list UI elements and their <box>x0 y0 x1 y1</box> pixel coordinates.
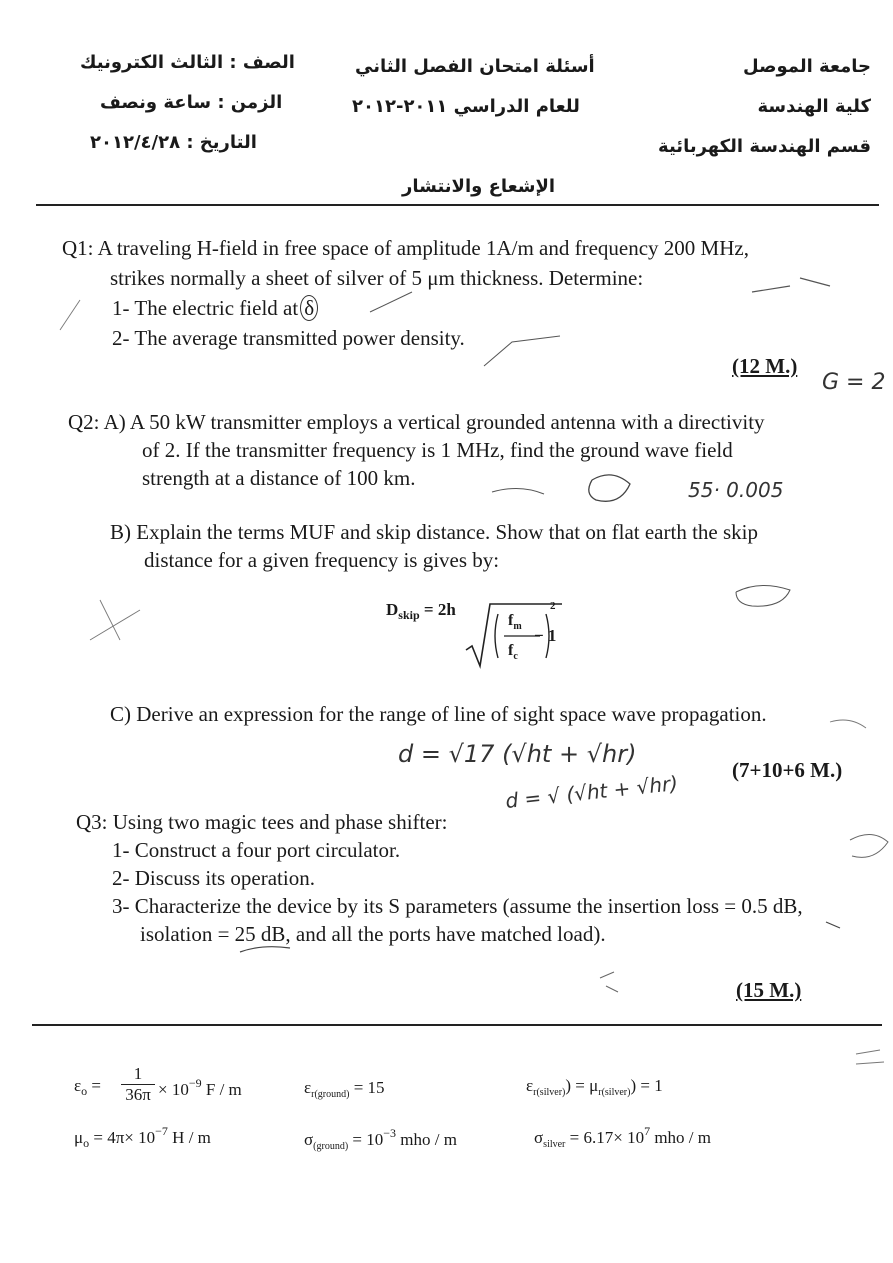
subject-title: الإشعاع والانتشار <box>402 176 556 197</box>
q3-item-1: 1- Construct a four port circulator. <box>112 838 401 862</box>
formula-denominator: $f_c$ <box>508 642 518 662</box>
handwritten-range-formula-2: d = √ (√ht + √hr) <box>504 771 680 813</box>
q2-b-line-2: distance for a given frequency is gives by: <box>144 548 500 572</box>
eps0-rest: × $10^{-9}$ F / m <box>158 1076 242 1099</box>
formula-lhs-sub: skip <box>398 608 420 622</box>
handwritten-range-formula-1: d = √17 (√ht + √hr) <box>398 740 637 768</box>
academic-year: للعام الدراسي ٢٠١١-٢٠١٢ <box>352 96 580 117</box>
duration-label: الزمن : ساعة ونصف <box>100 92 283 113</box>
q2-a-line-3: strength at a distance of 100 km. <box>142 466 416 490</box>
delta-symbol: δ <box>300 295 318 321</box>
q3-line-1: Q3: Using two magic tees and phase shifter: <box>76 810 448 834</box>
class-label: الصف : الثالث الكترونيك <box>80 52 295 73</box>
formula-minus-one: − 1 <box>534 626 557 645</box>
q3-item-2: 2- Discuss its operation. <box>112 866 315 890</box>
q3-marks: (15 M.) <box>736 978 802 1002</box>
const-epsr-ground: $\varepsilon_{r(ground)} = 15$ <box>304 1078 385 1100</box>
q1-line-1: Q1: A traveling H-field in free space of amplitude 1A/m and frequency 200 MHz, <box>62 236 749 260</box>
department-name: قسم الهندسة الكهربائية <box>658 136 871 157</box>
q1-item-1-text: 1- The electric field at <box>112 296 299 320</box>
q2-a-line-2: of 2. If the transmitter frequency is 1 MHz, find the ground wave field <box>142 438 733 462</box>
university-name: جامعة الموصل <box>743 56 871 77</box>
const-silver-eps-mu: $\varepsilon_{r(silver)}) = \mu_{r(silver)}) = 1$ <box>526 1076 663 1098</box>
eps0-fraction: 1 36π <box>121 1064 155 1105</box>
formula-numerator: $f_m$ <box>508 612 522 632</box>
q2-b-line-1: B) Explain the terms MUF and skip distance. Show that on flat earth the skip <box>110 520 758 544</box>
q2-c-line: C) Derive an expression for the range of line of sight space wave propagation. <box>110 702 767 726</box>
formula-exponent: 2 <box>550 600 556 612</box>
handwritten-numbers-note: 55· 0.005 <box>688 478 784 502</box>
q3-item-3-line-1: 3- Characterize the device by its S parameters (assume the insertion loss = 0.5 dB, <box>112 894 803 918</box>
formula-lhs: D <box>386 600 399 619</box>
const-eps0: $\varepsilon_o$ = <box>74 1076 101 1098</box>
q1-line-2: strikes normally a sheet of silver of 5 μm thickness. Determine: <box>110 266 644 290</box>
q3-item-3-line-2: isolation = 25 dB, and all the ports have matched load). <box>140 922 606 946</box>
q1-item-2: 2- The average transmitted power density. <box>112 326 465 350</box>
exam-title: أسئلة امتحان الفصل الثاني <box>355 56 595 77</box>
const-sigma-silver: $\sigma_{silver} = 6.17\times 10^7$ mho / m <box>534 1124 711 1150</box>
const-mu0: $\mu_o = 4\pi\times 10^{-7}$ H / m <box>74 1124 211 1150</box>
formula-eq: = 2h <box>423 600 456 619</box>
const-sigma-ground: $\sigma_{(ground)} = 10^{-3}$ mho / m <box>304 1126 457 1152</box>
handwritten-g-note: G = 2 <box>822 370 886 395</box>
q2-marks: (7+10+6 M.) <box>732 758 843 782</box>
college-name: كلية الهندسة <box>757 96 871 117</box>
date-label: التاريخ : ٢٠١٢/٤/٢٨ <box>90 132 257 153</box>
q2-a-line-1: Q2: A) A 50 kW transmitter employs a vertical grounded antenna with a directivity <box>68 410 765 434</box>
q1-marks: (12 M.) <box>732 354 798 378</box>
